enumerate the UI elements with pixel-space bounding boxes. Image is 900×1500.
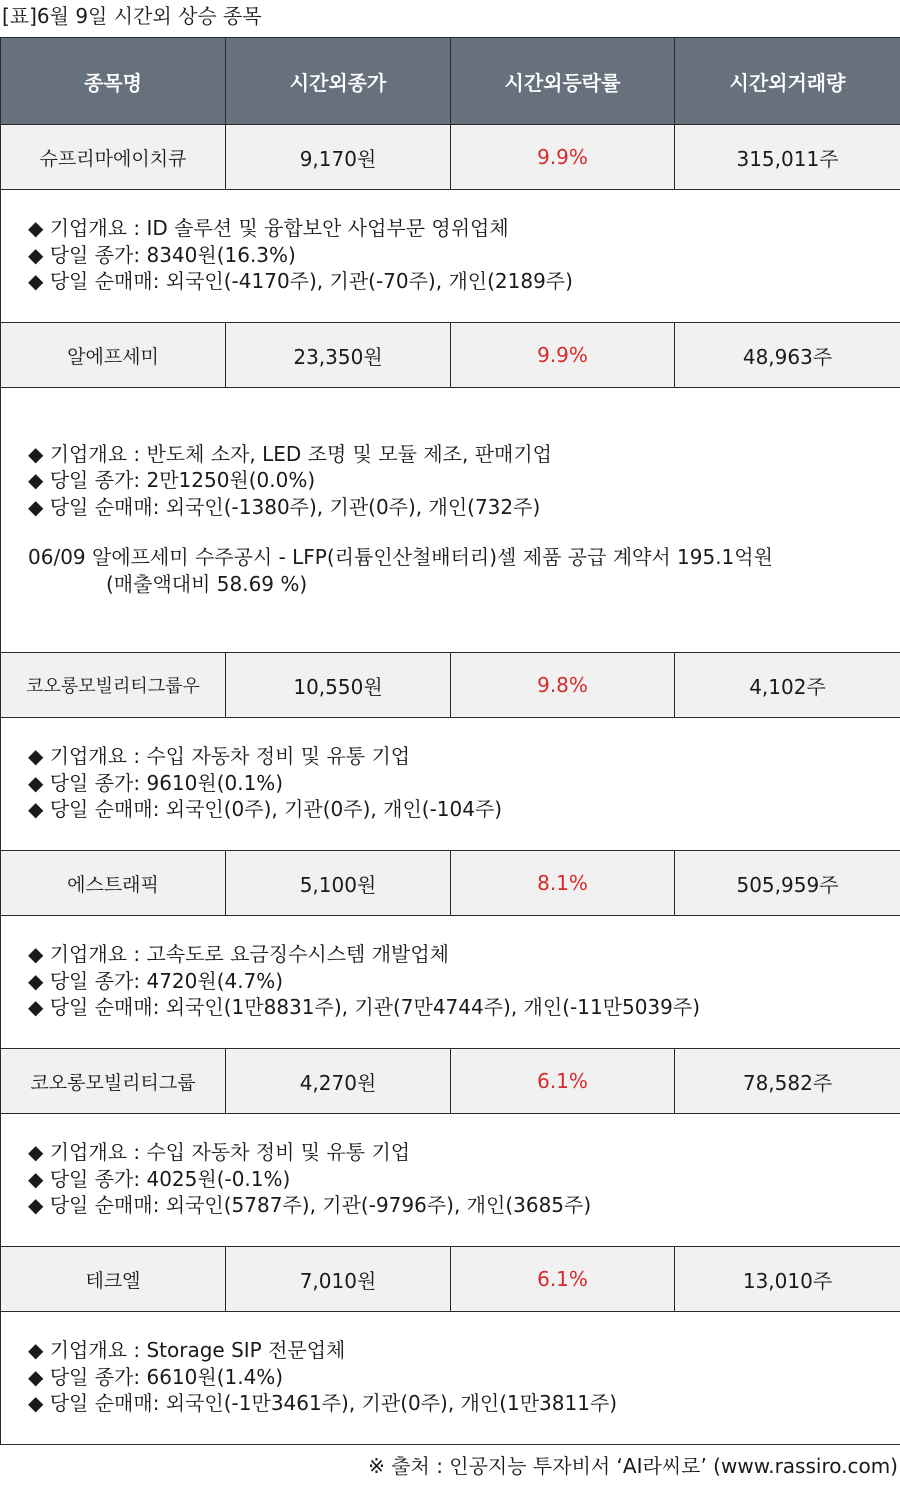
header-after-hours-close: 시간외종가 (226, 38, 451, 125)
trade-volume: 315,011주 (675, 125, 900, 190)
change-rate: 9.9% (451, 323, 675, 388)
stock-name: 코오롱모빌리티그룹 (1, 1049, 226, 1114)
stock-name: 슈프리마에이치큐 (1, 125, 226, 190)
change-rate: 8.1% (451, 851, 675, 916)
detail-overview: ◆ 기업개요 : ID 솔루션 및 융합보안 사업부문 영위업체 (28, 216, 509, 241)
stock-name: 알에프세미 (1, 323, 226, 388)
header-row (1, 38, 900, 125)
stock-detail (1, 190, 900, 323)
table-row (1, 653, 900, 718)
table-caption: [표]6월 9일 시간외 상승 종목 (2, 4, 262, 28)
detail-row (1, 1114, 900, 1247)
detail-net-trading: ◆ 당일 순매매: 외국인(5787주), 기관(-9796주), 개인(3685주) (28, 1193, 592, 1218)
detail-overview: ◆ 기업개요 : 반도체 소자, LED 조명 및 모듈 제조, 판매기업 (28, 441, 552, 466)
table-row (1, 323, 900, 388)
detail-row (1, 388, 900, 653)
trade-volume: 48,963주 (675, 323, 900, 388)
source-footer: ※ 출처 : 인공지능 투자비서 ‘AI라씨로’ (www.rassiro.com) (368, 1454, 898, 1478)
close-price: 7,010원 (226, 1247, 451, 1312)
trade-volume: 4,102주 (675, 653, 900, 718)
detail-overview: ◆ 기업개요 : 고속도로 요금징수시스템 개발업체 (28, 942, 449, 967)
detail-overview: ◆ 기업개요 : Storage SIP 전문업체 (28, 1338, 346, 1363)
detail-close: ◆ 당일 종가: 4720원(4.7%) (28, 968, 284, 993)
stock-detail (1, 916, 900, 1049)
detail-net-trading: ◆ 당일 순매매: 외국인(0주), 기관(0주), 개인(-104주) (28, 797, 503, 822)
detail-row (1, 916, 900, 1049)
change-rate: 9.8% (451, 653, 675, 718)
trade-volume: 505,959주 (675, 851, 900, 916)
disclosure-news: 06/09 알에프세미 수주공시 - LFP(리튬인산철배터리)셀 제품 공급 계약서 195.1억원 (28, 545, 773, 570)
detail-close: ◆ 당일 종가: 8340원(16.3%) (28, 242, 296, 267)
stock-name: 에스트래픽 (1, 851, 226, 916)
change-rate: 6.1% (451, 1247, 675, 1312)
detail-row (1, 190, 900, 323)
stock-detail (1, 388, 900, 653)
detail-close: ◆ 당일 종가: 6610원(1.4%) (28, 1364, 284, 1389)
table-row (1, 125, 900, 190)
header-after-hours-volume: 시간외거래량 (675, 38, 900, 125)
detail-close: ◆ 당일 종가: 4025원(-0.1%) (28, 1166, 291, 1191)
close-price: 5,100원 (226, 851, 451, 916)
detail-close: ◆ 당일 종가: 2만1250원(0.0%) (28, 468, 316, 493)
stock-name: 테크엘 (1, 1247, 226, 1312)
close-price: 4,270원 (226, 1049, 451, 1114)
stock-detail (1, 718, 900, 851)
close-price: 10,550원 (226, 653, 451, 718)
disclosure-ratio: (매출액대비 58.69 %) (106, 571, 308, 596)
detail-net-trading: ◆ 당일 순매매: 외국인(1만8831주), 기관(7만4744주), 개인(-11만5039주) (28, 995, 701, 1020)
trade-volume: 13,010주 (675, 1247, 900, 1312)
trade-volume: 78,582주 (675, 1049, 900, 1114)
detail-overview: ◆ 기업개요 : 수입 자동차 정비 및 유통 기업 (28, 744, 411, 769)
table-row (1, 1247, 900, 1312)
table-row (1, 1049, 900, 1114)
header-after-hours-change: 시간외등락률 (451, 38, 675, 125)
detail-net-trading: ◆ 당일 순매매: 외국인(-1380주), 기관(0주), 개인(732주) (28, 494, 541, 519)
detail-row (1, 1312, 900, 1445)
close-price: 23,350원 (226, 323, 451, 388)
detail-net-trading: ◆ 당일 순매매: 외국인(-4170주), 기관(-70주), 개인(2189주) (28, 269, 573, 294)
stock-detail (1, 1312, 900, 1445)
detail-close: ◆ 당일 종가: 9610원(0.1%) (28, 770, 284, 795)
close-price: 9,170원 (226, 125, 451, 190)
table-row (1, 851, 900, 916)
after-hours-gainers-table (0, 37, 900, 1445)
change-rate: 9.9% (451, 125, 675, 190)
stock-detail (1, 1114, 900, 1247)
change-rate: 6.1% (451, 1049, 675, 1114)
detail-overview: ◆ 기업개요 : 수입 자동차 정비 및 유통 기업 (28, 1140, 411, 1165)
detail-net-trading: ◆ 당일 순매매: 외국인(-1만3461주), 기관(0주), 개인(1만3811주) (28, 1391, 618, 1416)
stock-name: 코오롱모빌리티그룹우 (1, 653, 226, 718)
detail-row (1, 718, 900, 851)
header-stock-name: 종목명 (1, 38, 226, 125)
